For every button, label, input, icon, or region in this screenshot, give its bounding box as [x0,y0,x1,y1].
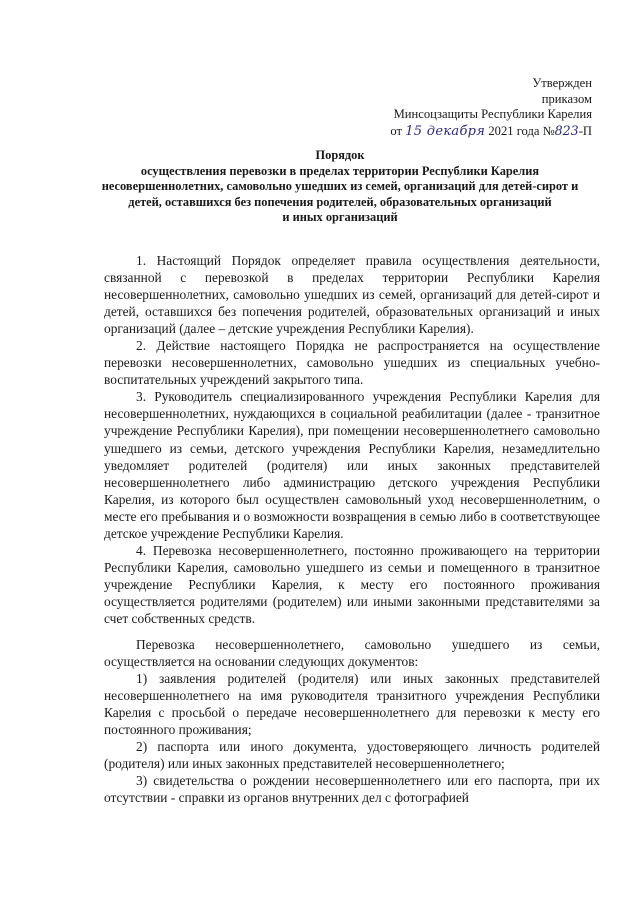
document-title [60,148,620,226]
handwritten-number: 823 [554,122,579,138]
approval-stamp-block [390,76,592,139]
title-subtitle-4: и иных организаций [282,210,398,225]
list-item-2: 2) паспорта или иного документа, удостоверяющего личность родителей (родителя) или иных законных представителей несовершеннолетнего; [104,739,600,772]
paragraph-1: 1. Настоящий Порядок определяет правила осуществления деятельности, связанной с перевозкой в пределах территории Республики Карелия несовершеннолетних, самовольно ушедших из семей, организаций для детей-сирот и детей, оставшихся без попечения родителей, образовательных организаций и иных организаций (далее – детские учреждения Республики Карелия). [104,253,600,337]
list-item-3: 3) свидетельства о рождении несовершеннолетнего или его паспорта, при их отсутствии - справки из органов внутренних дел с фотографией [104,773,600,806]
approval-line-date [390,123,592,140]
paragraph-2: 2. Действие настоящего Порядка не распространяется на осуществление перевозки несовершеннолетних, самовольно ушедших из специальных учебно-воспитательных учреждений закрытого типа. [104,338,600,388]
approval-line-approved: Утвержден [532,76,592,90]
handwritten-date: 15 декабря [405,123,486,139]
approval-number-suffix: -П [578,123,592,138]
approval-year: 2021 года № [488,123,555,138]
title-subtitle-3: детей, оставшихся без попечения родителей, образовательных организаций [128,194,552,209]
document-body [104,252,600,807]
approval-from: от [390,123,403,138]
approval-line-ministry: Минсоцзащиты Республики Карелия [393,107,592,122]
paragraph-4: 4. Перевозка несовершеннолетнего, постоянно проживающего на территории Республики Карелия, самовольно ушедшего из семьи и помещенного в транзитное учреждение Республики Карелия, к месту его постоянного проживания осуществляется родителями (родителем) или иными законными представителями за счет собственных средств. [104,542,600,626]
paragraph-3: 3. Руководитель специализированного учреждения Республики Карелия для несовершеннолетних, нуждающихся в социальной реабилитации (далее - транзитное учреждение Республики Карелия), при помещении несовершеннолетнего самовольно ушедшего из семьи, детского учреждения Республики Карелия, незамедлительно уведомляет родителей (родителя) или иных законных представителей несовершеннолетнего либо администрацию детского учреждения Республики Карелия, из которого был осуществлен самовольный уход несовершеннолетним, о месте его пребывания и о возможности возвращения в семью либо в соответствующее детское учреждение Республики Карелия. [104,389,600,541]
list-item-1: 1) заявления родителей (родителя) или иных законных представителей несовершеннолетнего на имя руководителя транзитного учреждения Республики Карелия с просьбой о передаче несовершеннолетнего для перевозки к месту его постоянного проживания; [104,671,600,738]
approval-line-order: приказом [541,91,592,106]
title-subtitle-2: несовершеннолетних, самовольно ушедших из семей, организаций для детей-сирот и [101,179,579,194]
title-heading: Порядок [315,148,365,162]
paragraph-5: Перевозка несовершеннолетнего, самовольно ушедшего из семьи, осуществляется на основании следующих документов: [104,637,600,670]
title-subtitle-1: осуществления перевозки в пределах территории Республики Карелия [140,163,540,178]
